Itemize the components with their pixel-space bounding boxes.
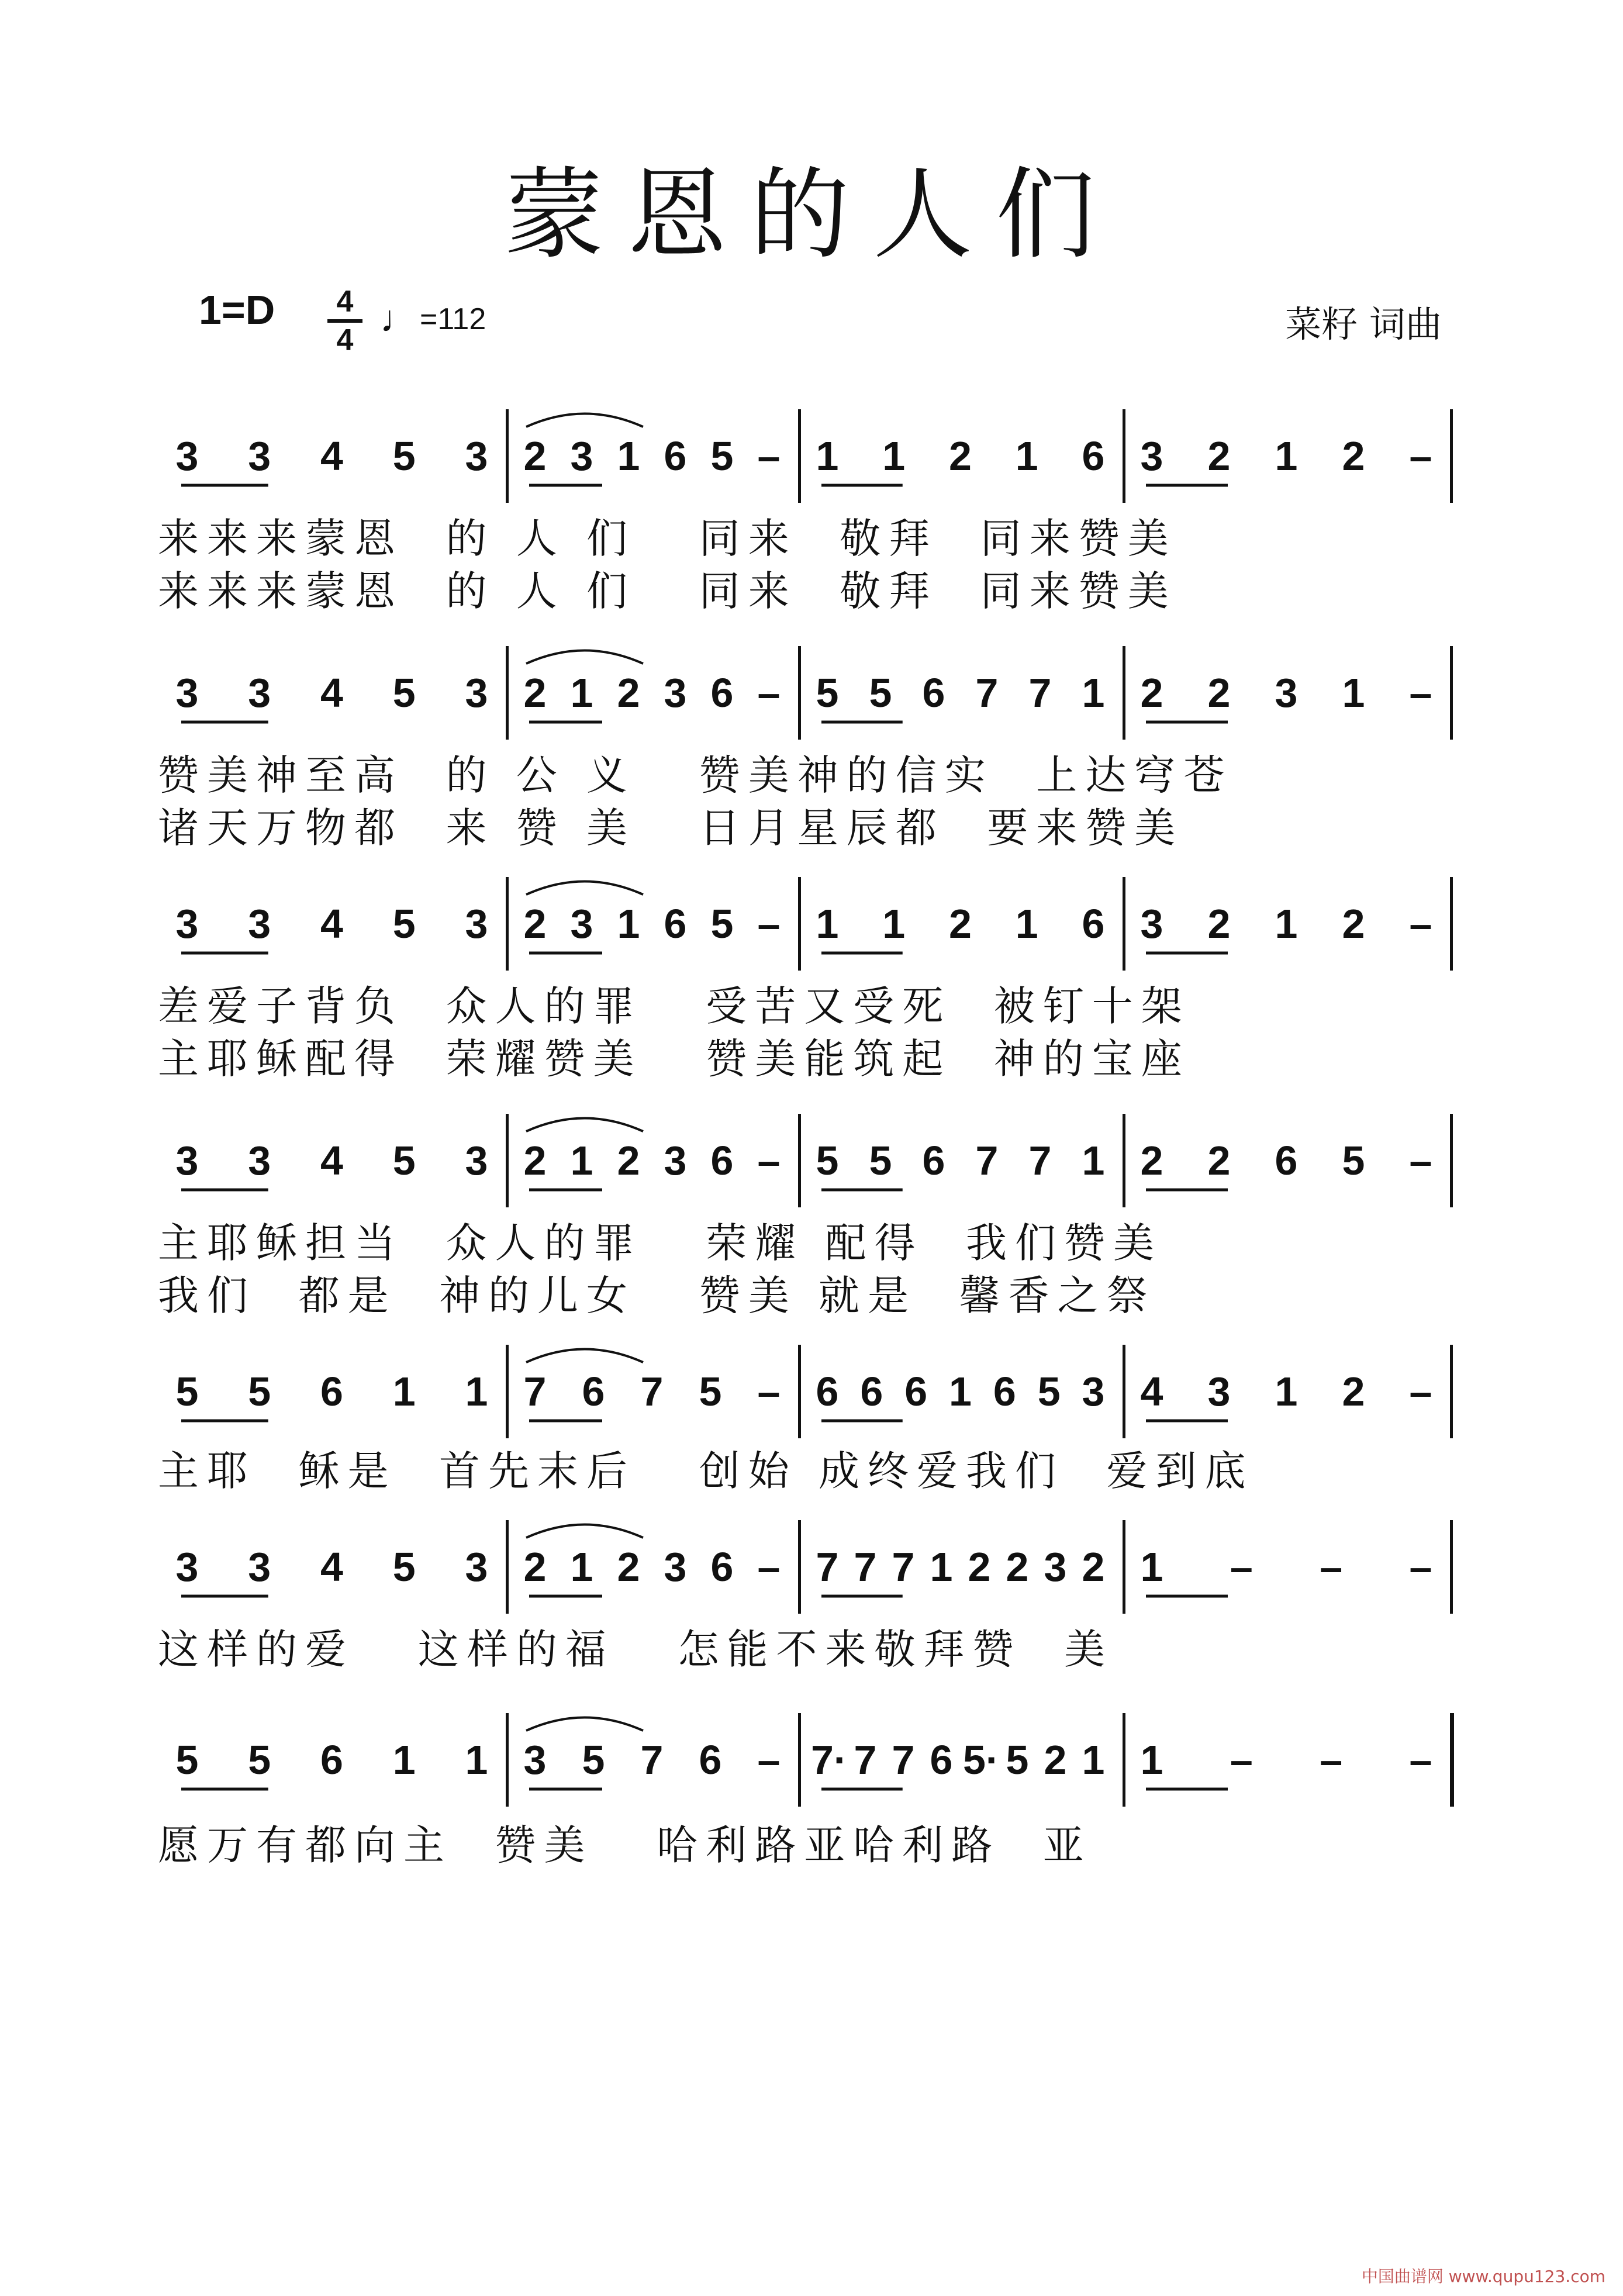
- note: 6: [860, 1369, 883, 1414]
- note: 1: [392, 1369, 416, 1414]
- lyric-line: 差爱子背负 众人的罪 受苦又受死 被钉十架: [158, 982, 1190, 1030]
- note: 2: [523, 670, 547, 716]
- note: 7: [523, 1369, 547, 1414]
- note: 6: [816, 1369, 839, 1414]
- note: 2: [523, 901, 547, 947]
- note: 3: [248, 901, 271, 947]
- note: 3: [1207, 1369, 1231, 1414]
- barline: [506, 646, 509, 740]
- note: 2: [523, 433, 547, 479]
- note: 1: [465, 1369, 488, 1414]
- note: 3: [465, 1138, 488, 1183]
- tempo-marking: [380, 297, 486, 340]
- music-system: [0, 409, 1623, 620]
- note: 6: [922, 670, 945, 716]
- lyric-line: 这样的爱 这样的福 怎能不来敬拜赞 美: [158, 1625, 1114, 1673]
- music-system: [0, 1713, 1623, 1924]
- note: 5: [816, 1138, 839, 1183]
- note: 5: [1006, 1737, 1029, 1783]
- note: 7: [854, 1737, 877, 1783]
- note: 2: [523, 1544, 547, 1590]
- note: 3: [570, 901, 593, 947]
- note: 6: [664, 433, 687, 479]
- note: 7: [975, 670, 999, 716]
- note: 1: [570, 1544, 593, 1590]
- note: 7: [816, 1544, 839, 1590]
- note: 6: [699, 1737, 722, 1783]
- note: 7: [892, 1737, 915, 1783]
- note: 6: [1082, 433, 1105, 479]
- note: 5: [710, 433, 734, 479]
- note: 5: [392, 1138, 416, 1183]
- quarter-note-icon: ♩: [380, 298, 417, 340]
- note: 2: [949, 901, 972, 947]
- watermark: 中国曲谱网 www.qupu123.com: [1361, 2267, 1605, 2286]
- barline: [506, 1713, 509, 1807]
- note: 5: [248, 1369, 271, 1414]
- note: 3: [175, 670, 199, 716]
- note: 2: [1044, 1737, 1067, 1783]
- barline: [506, 1345, 509, 1438]
- note: 1: [816, 433, 839, 479]
- barline: [1450, 1114, 1453, 1207]
- note: 1: [1342, 670, 1365, 716]
- note: 2: [949, 433, 972, 479]
- barline: [798, 877, 801, 971]
- note: 4: [320, 433, 343, 479]
- barline: [1450, 409, 1453, 503]
- note: 5: [699, 1369, 722, 1414]
- time-signature: [327, 285, 362, 357]
- lyric-line: 赞美神至高 的 公 义 赞美神的信实 上达穹苍: [158, 751, 1233, 799]
- note: 5: [582, 1737, 605, 1783]
- note: 5: [869, 670, 892, 716]
- barline: [506, 1520, 509, 1614]
- note: 3: [465, 433, 488, 479]
- note: 3: [1044, 1544, 1067, 1590]
- barline: [1123, 1114, 1125, 1207]
- note: 6: [320, 1369, 343, 1414]
- lyric-line: 愿万有都向主 赞美 哈利路亚哈利路 亚: [158, 1821, 1092, 1869]
- note: 3: [175, 1138, 199, 1183]
- barline: [506, 409, 509, 503]
- dash-mark: –: [1409, 901, 1432, 947]
- note: 6: [582, 1369, 605, 1414]
- dash-mark: –: [1409, 1369, 1432, 1414]
- note-row: [0, 1520, 1623, 1614]
- note: 3: [465, 901, 488, 947]
- note: 2: [1082, 1544, 1105, 1590]
- note: 7: [854, 1544, 877, 1590]
- barline: [1123, 877, 1125, 971]
- note: 3: [523, 1737, 547, 1783]
- note: 3: [248, 433, 271, 479]
- note: 5: [869, 1138, 892, 1183]
- music-system: [0, 646, 1623, 857]
- note: 1: [882, 433, 906, 479]
- note: 1: [1140, 1544, 1163, 1590]
- note-row: [0, 646, 1623, 740]
- note: 4: [1140, 1369, 1163, 1414]
- note: 1: [1275, 433, 1298, 479]
- note: 3: [664, 1138, 687, 1183]
- barline: [1450, 1520, 1453, 1614]
- note-row: [0, 409, 1623, 503]
- note: 1: [1015, 433, 1038, 479]
- note: 3: [465, 670, 488, 716]
- note: 4: [320, 901, 343, 947]
- dash-mark: –: [1320, 1737, 1343, 1783]
- dash-mark: –: [757, 1544, 781, 1590]
- note: 7: [1028, 670, 1052, 716]
- note: 5: [1342, 1138, 1365, 1183]
- barline: [798, 1713, 801, 1807]
- note: 5: [392, 901, 416, 947]
- barline: [1123, 1345, 1125, 1438]
- barline: [1123, 1520, 1125, 1614]
- dash-mark: –: [757, 901, 781, 947]
- song-title: 蒙恩的人们: [504, 157, 1118, 273]
- note: 2: [617, 1544, 640, 1590]
- note-row: [0, 1345, 1623, 1438]
- note: 1: [1082, 1737, 1105, 1783]
- note: 6: [320, 1737, 343, 1783]
- barline: [506, 877, 509, 971]
- barline: [1450, 877, 1453, 971]
- note: 1: [392, 1737, 416, 1783]
- barline: [1123, 409, 1125, 503]
- note: 1: [1015, 901, 1038, 947]
- barline: [1450, 646, 1453, 740]
- barline: [798, 1520, 801, 1614]
- note: 6: [922, 1138, 945, 1183]
- lyric-line: 来来来蒙恩 的 人 们 同来 敬拜 同来赞美: [158, 515, 1177, 562]
- barline: [506, 1114, 509, 1207]
- note: 1: [816, 901, 839, 947]
- note: 5: [710, 901, 734, 947]
- note: 3: [248, 1138, 271, 1183]
- note: 1: [1082, 1138, 1105, 1183]
- key-text: 1=D: [199, 287, 275, 333]
- note: 3: [465, 1544, 488, 1590]
- time-signature-bottom: 4: [336, 323, 354, 357]
- dash-mark: –: [1409, 670, 1432, 716]
- time-signature-top: 4: [336, 285, 354, 319]
- dash-mark: –: [757, 433, 781, 479]
- barline: [798, 1345, 801, 1438]
- lyric-line: 诸天万物都 来 赞 美 日月星辰都 要来赞美: [158, 804, 1184, 852]
- dash-mark: –: [1409, 433, 1432, 479]
- lyric-line: 我们 都是 神的儿女 赞美 就是 馨香之祭: [158, 1272, 1156, 1320]
- note: 6: [993, 1369, 1016, 1414]
- note: 7: [892, 1544, 915, 1590]
- note: 1: [1275, 1369, 1298, 1414]
- note: 1: [1082, 670, 1105, 716]
- note: 3: [570, 433, 593, 479]
- key-signature: [199, 286, 275, 333]
- note: 4: [320, 670, 343, 716]
- note: 2: [523, 1138, 547, 1183]
- note-row: [0, 877, 1623, 971]
- barline: [1123, 646, 1125, 740]
- note: 2: [1140, 670, 1163, 716]
- note: 6: [1275, 1138, 1298, 1183]
- barline: [1450, 1345, 1453, 1438]
- note: 2: [1207, 1138, 1231, 1183]
- note: 7: [640, 1737, 664, 1783]
- note: 3: [664, 1544, 687, 1590]
- note: 5: [392, 670, 416, 716]
- dash-mark: –: [1409, 1544, 1432, 1590]
- note: 7·: [811, 1737, 848, 1783]
- music-system: [0, 877, 1623, 1087]
- barline: [798, 409, 801, 503]
- note: 3: [248, 1544, 271, 1590]
- note: 2: [1342, 433, 1365, 479]
- tempo-value: =112: [420, 302, 486, 336]
- dash-mark: –: [757, 1369, 781, 1414]
- note: 1: [882, 901, 906, 947]
- lyric-line: 主耶稣担当 众人的罪 荣耀 配得 我们赞美: [158, 1219, 1163, 1267]
- note: 1: [570, 1138, 593, 1183]
- music-system: [0, 1114, 1623, 1324]
- note: 1: [1140, 1737, 1163, 1783]
- note: 3: [1140, 433, 1163, 479]
- lyric-line: 主耶 稣是 首先末后 创始 成终爱我们 爱到底: [158, 1447, 1254, 1495]
- note: 2: [1207, 670, 1231, 716]
- note: 5: [175, 1369, 199, 1414]
- note: 1: [930, 1544, 953, 1590]
- note: 5: [248, 1737, 271, 1783]
- note: 2: [1207, 433, 1231, 479]
- note: 3: [1140, 901, 1163, 947]
- note: 1: [1275, 901, 1298, 947]
- note: 3: [664, 670, 687, 716]
- note: 1: [949, 1369, 972, 1414]
- note: 5: [392, 1544, 416, 1590]
- barline: [1123, 1713, 1125, 1807]
- note: 3: [175, 1544, 199, 1590]
- dash-mark: –: [1230, 1544, 1253, 1590]
- note: 3: [248, 670, 271, 716]
- note: 6: [710, 1544, 734, 1590]
- note: 1: [617, 433, 640, 479]
- note-row: [0, 1713, 1623, 1807]
- note: 3: [175, 901, 199, 947]
- dash-mark: –: [757, 1138, 781, 1183]
- barline: [798, 1114, 801, 1207]
- lyric-line: 主耶稣配得 荣耀赞美 赞美能筑起 神的宝座: [158, 1035, 1190, 1083]
- note: 4: [320, 1138, 343, 1183]
- note: 7: [640, 1369, 664, 1414]
- dash-mark: –: [757, 1737, 781, 1783]
- note: 5: [392, 433, 416, 479]
- note: 1: [570, 670, 593, 716]
- note: 2: [1207, 901, 1231, 947]
- note: 2: [1006, 1544, 1029, 1590]
- note: 2: [1342, 1369, 1365, 1414]
- barline: [798, 646, 801, 740]
- note: 6: [710, 670, 734, 716]
- note: 1: [465, 1737, 488, 1783]
- note: 6: [710, 1138, 734, 1183]
- note: 5·: [963, 1737, 1000, 1783]
- note: 3: [1275, 670, 1298, 716]
- note: 5: [816, 670, 839, 716]
- note-row: [0, 1114, 1623, 1207]
- note: 7: [1028, 1138, 1052, 1183]
- dash-mark: –: [1409, 1737, 1432, 1783]
- dash-mark: –: [1320, 1544, 1343, 1590]
- note: 6: [1082, 901, 1105, 947]
- dash-mark: –: [1409, 1138, 1432, 1183]
- note: 2: [1342, 901, 1365, 947]
- note: 2: [617, 670, 640, 716]
- music-system: [0, 1520, 1623, 1731]
- barline: [1450, 1713, 1454, 1807]
- note: 7: [975, 1138, 999, 1183]
- note: 3: [1082, 1369, 1105, 1414]
- lyric-line: 来来来蒙恩 的 人 们 同来 敬拜 同来赞美: [158, 567, 1177, 615]
- dash-mark: –: [757, 670, 781, 716]
- note: 6: [904, 1369, 928, 1414]
- note: 1: [617, 901, 640, 947]
- note: 5: [1037, 1369, 1061, 1414]
- note: 2: [617, 1138, 640, 1183]
- note: 2: [968, 1544, 991, 1590]
- composer-credit: 菜籽 词曲: [1285, 303, 1442, 346]
- note: 3: [175, 433, 199, 479]
- note: 6: [930, 1737, 953, 1783]
- note: 2: [1140, 1138, 1163, 1183]
- note: 5: [175, 1737, 199, 1783]
- time-signature-divider: [327, 319, 362, 323]
- note: 4: [320, 1544, 343, 1590]
- note: 6: [664, 901, 687, 947]
- dash-mark: –: [1230, 1737, 1253, 1783]
